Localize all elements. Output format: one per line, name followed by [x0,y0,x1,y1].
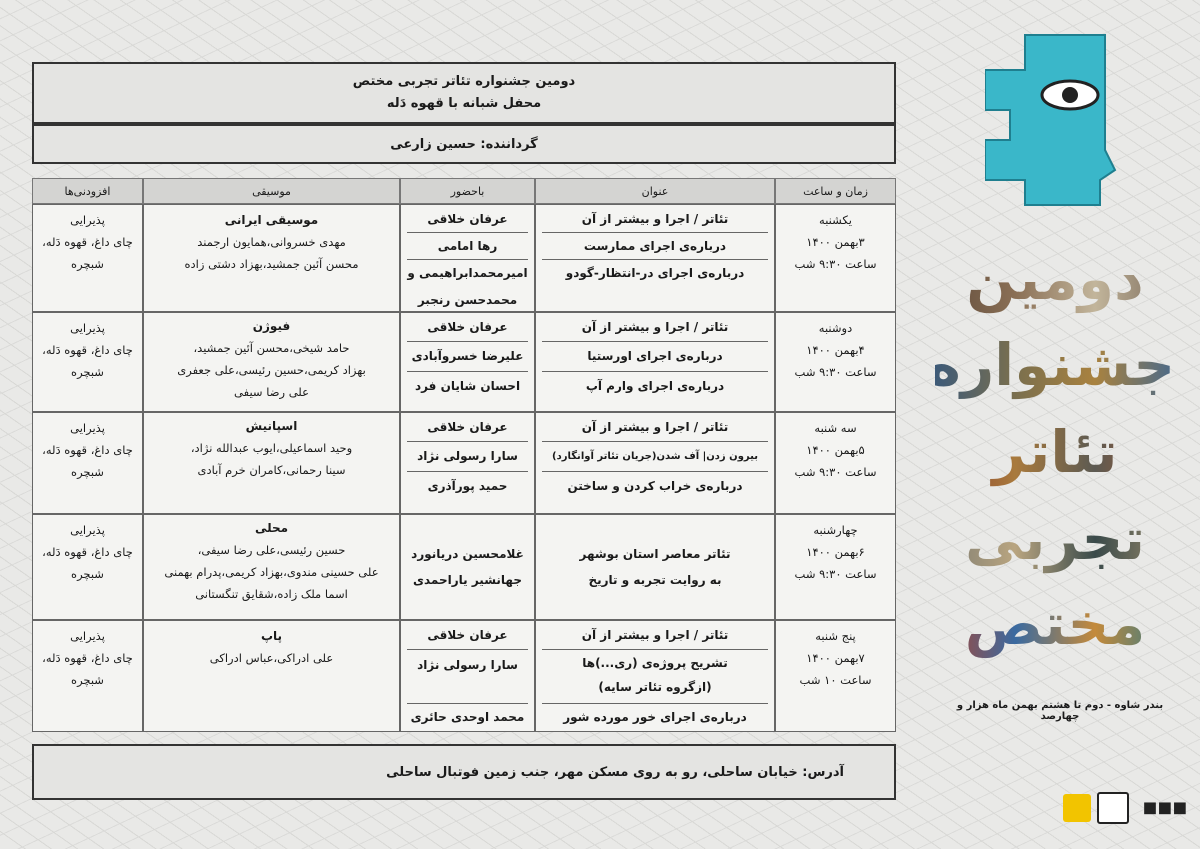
col-header-music: موسیقی [143,178,400,204]
day-hour: ساعت ۱۰ شب [799,673,872,687]
schedule-row-music [143,312,400,412]
extra-line: شبچره [71,567,104,581]
day-hour: ساعت ۹:۳۰ شب [794,567,877,581]
day-date: ۷بهمن ۱۴۰۰ [806,651,865,665]
session-guest: عرفان خلاقی [427,211,508,226]
day-date: ۵بهمن ۱۴۰۰ [806,443,865,457]
day-date: ۶بهمن ۱۴۰۰ [806,545,865,559]
session-guest: علیرضا خسروآبادی [411,349,524,363]
music-performers: مهدی خسروانی،همایون ارجمند [197,235,346,249]
music-performers: سینا رحمانی،کامران خرم آبادی [197,463,346,477]
session-title: درباره‌ی اجرای اورستیا [587,349,723,363]
session-guest: عرفان خلاقی [427,420,508,434]
schedule-row-guests [400,204,535,312]
poster-tagline: بندر شاوه - دوم تا هشتم بهمن ماه هزار و چهارصد [956,700,1164,722]
music-performers: علی ادراکی،عباس ادراکی [209,651,334,665]
extra-line: پذیرایی [70,321,105,335]
music-genre: محلی [254,521,289,535]
session-title: تئاتر / اجرا و بیشتر از آن [581,320,729,334]
session-title: به روایت تجربه و تاریخ [588,573,722,587]
schedule-row-music [143,620,400,732]
extra-line: شبچره [71,673,104,687]
schedule-row-titles [535,312,775,412]
day-name: سه شنبه [814,421,857,435]
schedule-row-guests [400,620,535,732]
schedule-row-time [775,514,896,620]
schedule-row-titles [535,412,775,514]
organizer-label: گرداننده: حسین زارعی [390,136,538,152]
extra-line: چای داغ، قهوه دَله، [42,443,133,457]
music-performers: علی حسینی مندوی،بهزاد کریمی،پدرام بهمنی [164,565,379,579]
poster-word: دومین [935,240,1175,318]
organizer-bar [32,124,896,164]
session-guest: حمید پورآذری [427,479,508,493]
day-name: دوشنبه [818,321,853,335]
address-text: آدرس: خیابان ساحلی، رو به روی مسکن مهر، جنب زمین فوتبال ساحلی [386,764,844,780]
schedule-row-titles [535,204,775,312]
blue-mask-icon [985,30,1120,210]
festival-title: دومین جشنواره تئاتر تجربی مختص [352,74,576,89]
session-guest: محمد اوحدی حائری [410,710,525,724]
extra-line: پذیرایی [70,629,105,643]
extra-line: شبچره [71,465,104,479]
emblem-logo-icon [1097,792,1129,824]
music-performers: اسما ملک زاده،شقایق تنگستانی [195,587,348,601]
col-header-extra: افزودنی‌ها [32,178,143,204]
poster-word: جشنواره [935,326,1175,404]
session-guest: رها امامی [437,238,498,253]
schedule-row-titles [535,620,775,732]
schedule-row-guests [400,514,535,620]
extra-line: چای داغ، قهوه دَله، [42,343,133,357]
session-guest: غلامحسین دریانورد [411,547,524,561]
schedule-row-extras [32,514,143,620]
day-hour: ساعت ۹:۳۰ شب [794,465,877,479]
schedule-row-time [775,412,896,514]
session-title: تشریح پروژه‌ی (ری...)ها [582,656,728,670]
col-header-guest: باحضور [400,178,535,204]
session-title: درباره‌ی اجرای ممارست [583,238,727,253]
address-bar [32,744,896,800]
schedule-row-extras [32,620,143,732]
extra-line: شبچره [71,257,104,271]
festival-subtitle: محفل شبانه با قهوه دَله [386,96,542,111]
day-hour: ساعت ۹:۳۰ شب [794,257,877,271]
day-name: پنج شنبه [815,629,856,643]
session-title: درباره‌ی اجرای در-انتظار-گودو [565,265,745,280]
session-title: تئاتر / اجرا و بیشتر از آن [581,628,729,642]
music-performers: محسن آئین جمشید،بهزاد دشتی زاده [184,257,359,271]
poster-word: تئاتر [935,413,1175,491]
festival-logo-icon: ◼◼◼ [1142,797,1188,818]
sponsor-logos [1040,780,1195,835]
session-guest: عرفان خلاقی [427,628,508,642]
music-performers: علی رضا سیفی [234,385,309,399]
sponsor-logo-icon [1063,794,1091,822]
session-guest: امیرمحمدابراهیمی و [407,265,528,280]
music-performers: بهزاد کریمی،حسین رئیسی،علی جعفری [177,363,366,377]
session-title: درباره‌ی اجرای وارم آپ [585,379,725,393]
col-header-time: زمان و ساعت [775,178,896,204]
day-name: یکشنبه [819,213,852,227]
day-hour: ساعت ۹:۳۰ شب [794,365,877,379]
schedule-row-titles [535,514,775,620]
music-genre: فیوژن [252,319,291,333]
col-header-title: عنوان [535,178,775,204]
festival-header [32,62,896,124]
extra-line: پذیرایی [70,213,105,227]
session-title: درباره‌ی خراب کردن و ساختن [567,479,743,493]
poster-word: تجربی [935,500,1175,578]
extra-line: پذیرایی [70,421,105,435]
extra-line: پذیرایی [70,523,105,537]
session-title: تئاتر معاصر استان بوشهر [579,547,731,561]
extra-line: چای داغ، قهوه دَله، [42,545,133,559]
session-guest: احسان شایان فرد [414,379,521,393]
schedule-row-guests [400,412,535,514]
music-performers: حامد شیخی،محسن آئین جمشید، [193,341,350,355]
music-performers: وحید اسماعیلی،ایوب عبدالله نژاد، [190,441,353,455]
extra-line: چای داغ، قهوه دَله، [42,235,133,249]
session-guest: سارا رسولی نژاد [417,658,518,672]
session-title: (ازگروه تئاتر سایه) [598,680,712,694]
poster-word: مختص [935,585,1175,663]
session-title: تئاتر / اجرا و بیشتر از آن [581,420,729,434]
session-guest: جهانشیر یاراحمدی [413,573,522,587]
schedule-row-time [775,204,896,312]
schedule-row-extras [32,312,143,412]
schedule-row-guests [400,312,535,412]
music-genre: اسپانیش [245,419,298,433]
music-performers: حسین رئیسی،علی رضا سیفی، [197,543,346,557]
schedule-row-time [775,312,896,412]
schedule-row-extras [32,412,143,514]
extra-line: چای داغ، قهوه دَله، [42,651,133,665]
music-genre: موسیقی ایرانی [224,213,319,227]
day-date: ۴بهمن ۱۴۰۰ [806,343,865,357]
schedule-row-music [143,412,400,514]
day-date: ۳بهمن ۱۴۰۰ [806,235,865,249]
session-title: تئاتر / اجرا و بیشتر از آن [581,211,729,226]
schedule-row-music [143,204,400,312]
schedule-row-extras [32,204,143,312]
schedule-row-time [775,620,896,732]
session-title: بیرون زدن| آف شدن(جریان تئاتر آوانگارد) [552,450,758,462]
session-guest: عرفان خلاقی [427,320,508,334]
session-title: درباره‌ی اجرای خور مورده شور [563,710,747,724]
session-guest: محمدحسن رنجبر [417,292,518,307]
day-name: چهارشنبه [813,523,858,537]
session-guest: سارا رسولی نژاد [417,449,518,463]
music-genre: پاپ [260,629,283,643]
schedule-row-music [143,514,400,620]
extra-line: شبچره [71,365,104,379]
